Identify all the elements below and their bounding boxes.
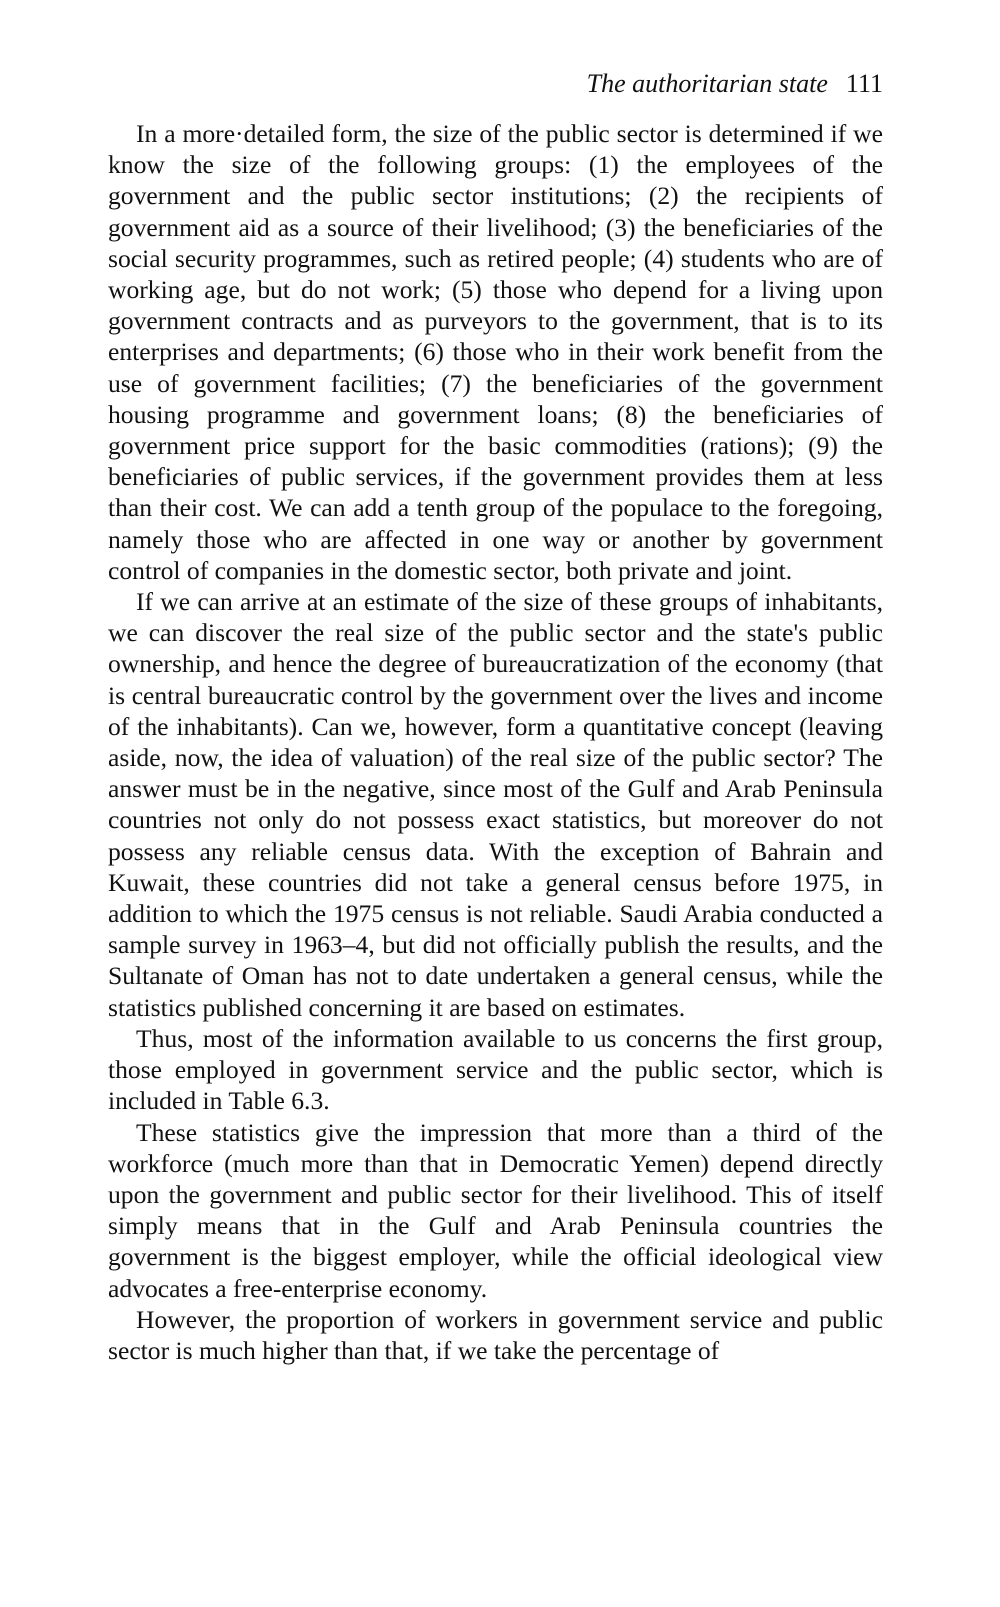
paragraph: These statistics give the impression that more than a third of the workforce (much more than that in Democratic Yemen) depend directly upon the government and public sector for their livelihood. This of itself simply means that in the Gulf and Arab Peninsula countries the government is the biggest employer, while the official ideological view advocates a free-enterprise economy. — [108, 1117, 883, 1303]
paragraph: In a more·detailed form, the size of the public sector is determined if we know the size of the following groups: (1) the employees of the government and the public sector institutions; (2) the recipients of government aid as a source of their livelihood; (3) the beneficiaries of the social security programmes, such as retired people; (4) students who are of working age, but do not work; (5) those who depend for a living upon government contracts and as purveyors to the government, that is to its enterprises and departments; (6) those who in their work benefit from the use of government facilities; (7) the beneficiaries of the government housing programme and government loans; (8) the beneficiaries of government price support for the basic commodities (rations); (9) the beneficiaries of public services, if the government provides them at less than their cost. We can add a tenth group of the populace to the foregoing, namely those who are affected in one way or another by government control of companies in the domestic sector, both private and joint. — [108, 119, 883, 585]
paragraph: However, the proportion of workers in government service and public sector is much higher than that, if we take the percentage of — [108, 1304, 883, 1365]
paragraph: Thus, most of the information available to us concerns the first group, those employed in government service and the public sector, which is included in Table 6.3. — [108, 1023, 883, 1116]
body-text — [108, 118, 883, 1366]
running-head — [108, 68, 883, 100]
running-title: The authoritarian state — [586, 69, 828, 98]
page-number: 111 — [845, 69, 883, 98]
paragraph: If we can arrive at an estimate of the size of these groups of inhabitants, we can discover the real size of the public sector and the state's public ownership, and hence the degree of bureaucratization of the economy (that is central bureaucratic control by the government over the lives and income of the inhabitants). Can we, however, form a quantitative concept (leaving aside, now, the idea of valuation) of the real size of the public sector? The answer must be in the negative, since most of the Gulf and Arab Peninsula countries not only do not possess exact statistics, but moreover do not possess any reliable census data. With the exception of Bahrain and Kuwait, these countries did not take a general census before 1975, in addition to which the 1975 census is not reliable. Saudi Arabia conducted a sample survey in 1963–4, but did not officially publish the results, and the Sultanate of Oman has not to date undertaken a general census, while the statistics published concerning it are based on estimates. — [108, 587, 883, 1022]
